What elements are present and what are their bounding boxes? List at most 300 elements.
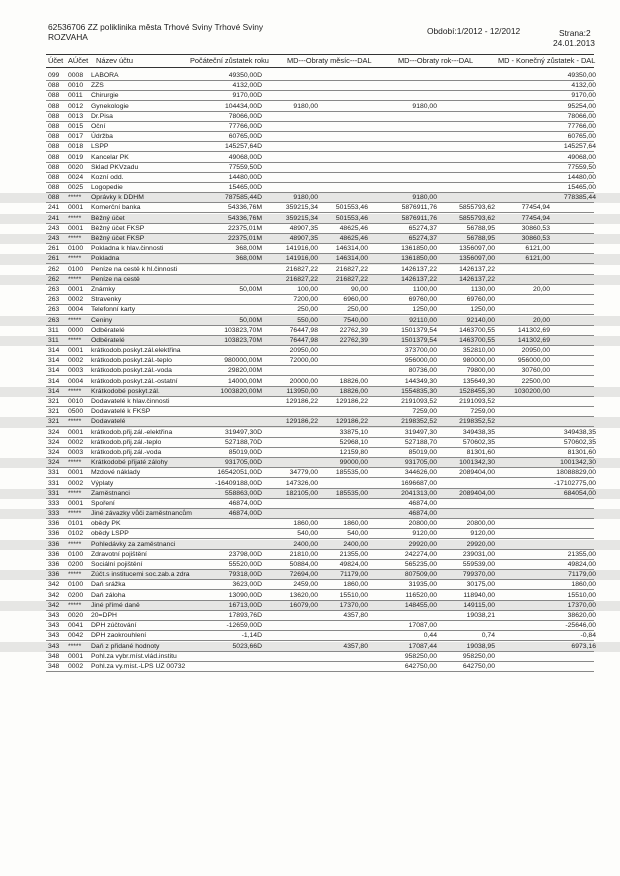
amount-r2: 29920,00 — [466, 540, 495, 548]
table-row — [0, 285, 620, 295]
subaccount-number: 0018 — [68, 143, 84, 151]
account-name: Pohledávky za zaměstnanci — [91, 540, 176, 548]
account-number: 342 — [48, 581, 60, 589]
table-row — [0, 662, 620, 672]
table-row — [0, 652, 620, 662]
amount-m1: 16079,00 — [289, 601, 318, 609]
amount-m1: 141916,00 — [285, 245, 318, 253]
amount-r2: 349438,35 — [462, 428, 495, 436]
table-subtotal-row — [0, 254, 620, 264]
amount-k2: 38620,00 — [567, 611, 596, 619]
amount-m1: 113950,00 — [286, 387, 318, 395]
amount-r2: 1426137,22 — [459, 275, 495, 283]
account-number: 088 — [48, 173, 60, 181]
amount-r1: 565235,00 — [404, 561, 437, 568]
amount-m1: 48907,35 — [289, 224, 318, 232]
amount-p: 54336,76M — [227, 204, 262, 212]
amount-m1: 76447,98 — [289, 326, 318, 334]
account-number: 331 — [48, 489, 60, 497]
table-row — [0, 428, 620, 438]
subaccount-number: 0000 — [68, 326, 84, 334]
amount-r2: 980000,00 — [462, 357, 495, 365]
amount-p: -1,14D — [241, 632, 262, 640]
table-row — [0, 397, 620, 407]
account-number: 331 — [48, 479, 60, 487]
account-number: 336 — [48, 540, 60, 548]
amount-r2: 79800,00 — [466, 367, 495, 375]
amount-r2: 5855793,62 — [459, 214, 495, 222]
amount-p: 1003820,00M — [220, 387, 262, 395]
amount-m2: 4357,80 — [343, 642, 368, 650]
amount-k1: 30760,00 — [521, 367, 550, 375]
amount-r1: 1361850,00 — [401, 245, 437, 253]
amount-p: 15465,00D — [228, 184, 262, 192]
amount-k2: 60765,00 — [567, 133, 596, 141]
amount-p: 3623,00D — [232, 581, 262, 589]
amount-k2: 17370,00 — [567, 601, 596, 609]
account-number: 314 — [48, 377, 60, 385]
amount-r1: 956000,00 — [404, 357, 437, 365]
amount-m1: 100,00 — [297, 285, 318, 293]
amount-m2: 216827,22 — [335, 265, 368, 273]
account-name: Kozní odd. — [91, 173, 124, 181]
account-name: Kancelar PK — [91, 153, 129, 161]
organization-name: 62536706 ZZ poliklinika města Trhové Sviny Trhové Sviny — [48, 22, 264, 32]
amount-m2: 2400,00 — [343, 540, 368, 548]
amount-k1: 30860,53 — [521, 224, 550, 232]
amount-r1: 527188,70 — [404, 438, 437, 446]
amount-k2: 77559,50 — [567, 163, 596, 171]
col-ucet: Účet — [48, 56, 64, 65]
table-subtotal-row — [0, 387, 620, 397]
amount-r2: 5855793,62 — [459, 204, 495, 212]
amount-p: 50,00M — [239, 285, 262, 293]
account-number: 321 — [48, 398, 60, 405]
amount-k2: 778385,44 — [563, 194, 596, 202]
account-name: Zaměstnanci — [91, 489, 130, 497]
amount-p: 4132,00D — [232, 82, 262, 90]
amount-k2: 14480,00 — [567, 173, 596, 181]
account-name: LSPP — [91, 143, 109, 151]
subaccount-number: 0101 — [68, 520, 84, 528]
amount-k1: 6121,00 — [525, 255, 550, 263]
table-row — [0, 560, 620, 570]
amount-k2: 6973,16 — [571, 642, 596, 650]
amount-m2: 6960,00 — [343, 296, 368, 304]
subaccount-number: ***** — [68, 571, 82, 579]
account-name: Běžný účet FKSP — [91, 235, 145, 242]
table-row — [0, 519, 620, 529]
subaccount-number: 0002 — [68, 479, 84, 487]
account-number: 336 — [48, 530, 60, 538]
subaccount-number: ***** — [68, 418, 82, 426]
amount-m1: 359215,34 — [285, 214, 318, 222]
amount-m2: 129186,22 — [335, 418, 368, 426]
amount-m2: 48625,46 — [339, 224, 368, 232]
account-name: DPH zúčtování — [91, 622, 137, 630]
account-number: 263 — [48, 296, 60, 304]
amount-k2: 95254,00 — [567, 102, 596, 110]
amount-m2: 185535,00 — [335, 489, 368, 497]
amount-p: 46874,00D — [228, 499, 262, 507]
amount-k2: 15510,00 — [567, 591, 596, 599]
amount-p: 14480,00D — [228, 173, 262, 181]
amount-k1: 20950,00 — [521, 347, 550, 355]
account-number: 263 — [48, 285, 60, 293]
amount-m2: 22762,39 — [339, 336, 368, 344]
account-number: 263 — [48, 306, 60, 314]
table-subtotal-row — [0, 509, 620, 519]
amount-r1: 1426137,22 — [401, 265, 437, 273]
amount-p: 104434,00D — [224, 102, 262, 110]
table-row — [0, 173, 620, 183]
account-name: Stravenky — [91, 296, 122, 304]
account-name: Ceniny — [91, 316, 113, 324]
amount-r2: 570602,35 — [462, 438, 495, 446]
account-number: 088 — [48, 112, 60, 120]
account-number: 311 — [48, 336, 59, 344]
amount-k2: -0,84 — [580, 632, 596, 640]
table-row — [0, 631, 620, 641]
account-name: 20=DPH — [91, 611, 117, 619]
account-number: 324 — [48, 428, 60, 436]
account-name: Zdravotní pojištění — [91, 550, 147, 558]
amount-m1: 9180,00 — [293, 194, 318, 202]
account-number: 348 — [48, 662, 60, 670]
account-number: 088 — [48, 122, 60, 130]
amount-r2: 1463700,55 — [459, 326, 495, 334]
account-name: Pohl.za vybr.míst.vlád.institu — [91, 652, 177, 660]
account-name: krátkodob.přij.zál.-voda — [91, 448, 162, 456]
table-row — [0, 499, 620, 509]
subaccount-number: 0004 — [68, 377, 84, 385]
account-number: 263 — [48, 316, 60, 324]
account-name: LABORA — [91, 72, 119, 79]
account-name: krátkodob.poskyt.zál.-voda — [91, 367, 172, 375]
amount-k1: 141302,69 — [517, 326, 550, 334]
account-number: 088 — [48, 133, 60, 141]
amount-r2: 239031,00 — [462, 550, 495, 558]
amount-m1: 129186,22 — [285, 418, 318, 426]
table-subtotal-row — [0, 417, 620, 427]
account-number: 241 — [48, 204, 60, 212]
amount-r2: 149115,00 — [463, 601, 495, 609]
account-name: Pokladna k hlav.činnosti — [91, 245, 164, 253]
amount-m2: 18826,00 — [339, 377, 368, 385]
subaccount-number: 0024 — [68, 173, 84, 181]
account-number: 342 — [48, 601, 60, 609]
table-row — [0, 102, 620, 112]
report-date: 24.01.2013 — [553, 38, 595, 48]
subaccount-number: ***** — [68, 540, 82, 548]
subaccount-number: ***** — [68, 459, 82, 467]
amount-m1: 48907,35 — [289, 235, 318, 242]
amount-k2: 49350,00 — [567, 72, 596, 79]
report-header — [48, 22, 263, 42]
amount-p: 77766,00D — [228, 122, 262, 130]
account-name: Odběratelé — [91, 336, 125, 344]
amount-k1: 20,00 — [532, 285, 550, 293]
amount-r2: 9120,00 — [470, 530, 495, 538]
account-number: 099 — [48, 72, 60, 79]
amount-r2: 20800,00 — [466, 520, 495, 528]
amount-r1: 1250,00 — [412, 306, 437, 314]
amount-p: 103823,70M — [224, 326, 262, 334]
amount-p: 16542051,00D — [217, 469, 262, 477]
amount-m2: 129186,22 — [335, 398, 368, 405]
subaccount-number: 0100 — [68, 581, 84, 589]
subaccount-number: 0001 — [68, 204, 84, 212]
table-subtotal-row — [0, 570, 620, 580]
account-name: Krátkodobé poskyt.zál. — [91, 387, 160, 395]
account-number: 088 — [48, 92, 60, 100]
amount-k2: 349438,35 — [563, 428, 596, 436]
amount-m1: 1860,00 — [293, 520, 318, 528]
amount-k2: 77766,00 — [567, 122, 596, 130]
account-number: 314 — [48, 387, 60, 395]
account-name: Gynekologie — [91, 102, 129, 110]
amount-r1: 69760,00 — [408, 296, 437, 304]
amount-r1: 1501379,54 — [401, 336, 437, 344]
subaccount-number: 0019 — [68, 153, 84, 161]
amount-m1: 21810,00 — [289, 550, 318, 558]
table-row — [0, 479, 620, 489]
account-name: Jiné přímé daně — [91, 601, 140, 609]
amount-p: 14000,00M — [227, 377, 262, 385]
amount-r1: 29920,00 — [408, 540, 437, 548]
table-row — [0, 356, 620, 366]
amount-p: 77559,50D — [228, 163, 262, 171]
account-name: krátkodob.poskyt.zál.-ostatní — [91, 377, 178, 385]
col-obraty-mesic: MD---Obraty měsíc---DAL — [287, 56, 372, 65]
amount-m1: 76447,98 — [289, 336, 318, 344]
account-number: 336 — [48, 571, 60, 579]
amount-k2: -17102775,00 — [554, 479, 596, 487]
amount-r1: 2198352,52 — [401, 418, 437, 426]
col-aucet: AÚčet — [68, 56, 89, 65]
amount-r2: 1130,00 — [470, 285, 495, 293]
amount-p: 55520,00D — [228, 561, 262, 568]
amount-r1: 1501379,54 — [401, 326, 437, 334]
table-row — [0, 529, 620, 539]
amount-r1: 80736,00 — [408, 367, 437, 375]
amount-r1: 46874,00 — [408, 510, 437, 518]
subaccount-number: 0042 — [68, 632, 84, 640]
account-number: 314 — [48, 357, 60, 365]
amount-k2: -25646,00 — [565, 622, 596, 630]
amount-m2: 1860,00 — [343, 581, 368, 589]
account-number: 088 — [48, 82, 60, 90]
amount-p: 23798,00D — [228, 550, 262, 558]
amount-r1: 931705,00 — [404, 459, 437, 467]
amount-p: 54336,76M — [227, 214, 262, 222]
table-row — [0, 621, 620, 631]
account-name: Logopedie — [91, 184, 123, 192]
amount-k1: 30860,53 — [521, 235, 550, 242]
subaccount-number: 0001 — [68, 469, 84, 477]
account-number: 262 — [48, 275, 60, 283]
account-name: Komerční banka — [91, 204, 141, 212]
amount-m1: 141916,00 — [285, 255, 318, 263]
subaccount-number: ***** — [68, 214, 82, 222]
col-nazev: Název účtu — [96, 56, 133, 65]
amount-r2: 135649,30 — [462, 377, 495, 385]
account-name: Údržba — [91, 133, 113, 141]
amount-p: 78066,00D — [228, 112, 262, 120]
account-name: Daň srážka — [91, 581, 126, 589]
account-name: Daň z přidané hodnoty — [91, 642, 160, 650]
amount-p: -16409188,00D — [215, 479, 262, 487]
table-subtotal-row — [0, 316, 620, 326]
amount-r2: 1001342,30 — [459, 459, 495, 467]
amount-r1: 373700,00 — [404, 347, 437, 355]
account-name: Sociální pojištění — [91, 561, 143, 568]
amount-m2: 146314,00 — [335, 245, 368, 253]
amount-r2: 81301,60 — [466, 448, 495, 456]
account-name: Dodavatelé k FKSP — [91, 408, 151, 416]
account-number: 088 — [48, 143, 60, 151]
table-subtotal-row — [0, 214, 620, 224]
account-number: 088 — [48, 194, 60, 202]
subaccount-number: ***** — [68, 194, 82, 202]
account-number: 321 — [48, 418, 60, 426]
subaccount-number: 0002 — [68, 662, 84, 670]
table-row — [0, 224, 620, 234]
table-row — [0, 81, 620, 91]
account-name: Telefonní karty — [91, 306, 136, 314]
account-name: Peníze na cestě k hl.činnosti — [91, 265, 178, 273]
amount-r1: 92110,00 — [409, 316, 437, 324]
table-row — [0, 366, 620, 376]
subaccount-number: ***** — [68, 510, 82, 518]
subaccount-number: 0020 — [68, 163, 84, 171]
table-row — [0, 550, 620, 560]
period-label: Období:1/2012 - 12/2012 — [427, 26, 521, 36]
table-row — [0, 580, 620, 590]
account-name: Dr.Pisa — [91, 112, 113, 120]
table-subtotal-row — [0, 275, 620, 285]
amount-m2: 185535,00 — [335, 469, 368, 477]
amount-r1: 9120,00 — [412, 530, 437, 538]
account-number: 088 — [48, 102, 60, 110]
amount-p: 527188,70D — [224, 438, 262, 446]
account-name: Běžný účet — [91, 214, 125, 222]
subaccount-number: 0013 — [68, 112, 84, 120]
subaccount-number: 0500 — [68, 408, 84, 416]
amount-m2: 501553,46 — [335, 214, 368, 222]
col-obraty-rok: MD---Obraty rok---DAL — [398, 56, 474, 65]
account-name: Daň záloha — [91, 591, 126, 599]
amount-p: 558863,00D — [224, 489, 262, 497]
amount-p: 319497,30D — [224, 428, 262, 436]
amount-r1: 1100,00 — [412, 285, 437, 293]
table-row — [0, 91, 620, 101]
amount-r2: 92140,00 — [466, 316, 495, 324]
table-row — [0, 203, 620, 213]
amount-p: 103823,70M — [224, 336, 262, 344]
amount-r1: 20800,00 — [408, 520, 437, 528]
account-name: Oprávky k DDHM — [91, 194, 144, 202]
amount-r1: 9180,00 — [412, 194, 437, 202]
account-name: Krátkodobé přijaté zálohy — [91, 459, 168, 467]
account-name: Jiné závazky vůči zaměstnancům — [91, 510, 192, 518]
amount-m1: 129186,22 — [285, 398, 318, 405]
amount-m2: 21355,00 — [339, 550, 368, 558]
account-name: krátkodob.přij.zál.-elektřina — [91, 428, 173, 436]
amount-r1: 807509,00 — [404, 571, 437, 579]
subaccount-number: 0001 — [68, 652, 84, 660]
amount-m2: 12159,80 — [339, 448, 368, 456]
amount-m2: 216827,22 — [335, 275, 368, 283]
subaccount-number: 0012 — [68, 102, 84, 110]
account-number: 343 — [48, 632, 60, 640]
subaccount-number: 0041 — [68, 622, 84, 630]
subaccount-number: 0017 — [68, 133, 84, 141]
amount-p: 22375,01M — [227, 235, 262, 242]
account-name: DPH zaokrouhlení — [91, 632, 147, 640]
table-subtotal-row — [0, 336, 620, 346]
amount-m2: 99000,00 — [339, 459, 368, 467]
account-number: 261 — [48, 255, 60, 263]
table-row — [0, 122, 620, 132]
amount-m1: 2459,00 — [293, 581, 318, 589]
account-number: 324 — [48, 459, 60, 467]
amount-r2: 352810,00 — [462, 347, 495, 355]
subaccount-number: 0100 — [68, 265, 84, 273]
account-number: 343 — [48, 611, 60, 619]
amount-p: 931705,00D — [224, 459, 262, 467]
amount-m1: 216827,22 — [285, 275, 318, 283]
account-number: 324 — [48, 438, 60, 446]
subaccount-number: 0100 — [68, 550, 84, 558]
amount-m1: 147326,00 — [285, 479, 318, 487]
col-konecny: MD - Konečný zůstatek - DAL — [498, 56, 596, 65]
table-subtotal-row — [0, 601, 620, 611]
amount-m2: 7540,00 — [343, 316, 368, 324]
amount-k2: 78066,00 — [567, 112, 596, 120]
subaccount-number: 0010 — [68, 82, 84, 90]
subaccount-number: 0015 — [68, 122, 84, 130]
table-row — [0, 295, 620, 305]
subaccount-number: 0102 — [68, 530, 84, 538]
table-row — [0, 265, 620, 275]
account-number: 088 — [48, 153, 60, 161]
amount-r2: 2089404,00 — [459, 489, 495, 497]
amount-r2: 1356097,00 — [459, 245, 495, 253]
amount-m1: 72694,00 — [289, 571, 318, 579]
amount-m1: 2400,00 — [293, 540, 318, 548]
amount-r1: 65274,37 — [408, 224, 437, 232]
amount-k1: 141302,69 — [517, 336, 550, 344]
account-number: 336 — [48, 561, 60, 568]
amount-p: 60765,00D — [228, 133, 262, 141]
table-row — [0, 142, 620, 152]
amount-r2: 69760,00 — [466, 296, 495, 304]
amount-m1: 72000,00 — [289, 357, 318, 365]
account-name: Spoření — [91, 499, 115, 507]
ledger-table — [0, 71, 620, 672]
column-header-row — [46, 54, 594, 68]
account-number: 261 — [48, 245, 60, 253]
amount-k1: 77454,94 — [521, 214, 550, 222]
table-row — [0, 438, 620, 448]
account-number: 321 — [48, 408, 60, 416]
subaccount-number: 0001 — [68, 499, 84, 507]
account-number: 324 — [48, 448, 60, 456]
table-row — [0, 407, 620, 417]
amount-m1: 7200,00 — [293, 296, 318, 304]
table-subtotal-row — [0, 489, 620, 499]
